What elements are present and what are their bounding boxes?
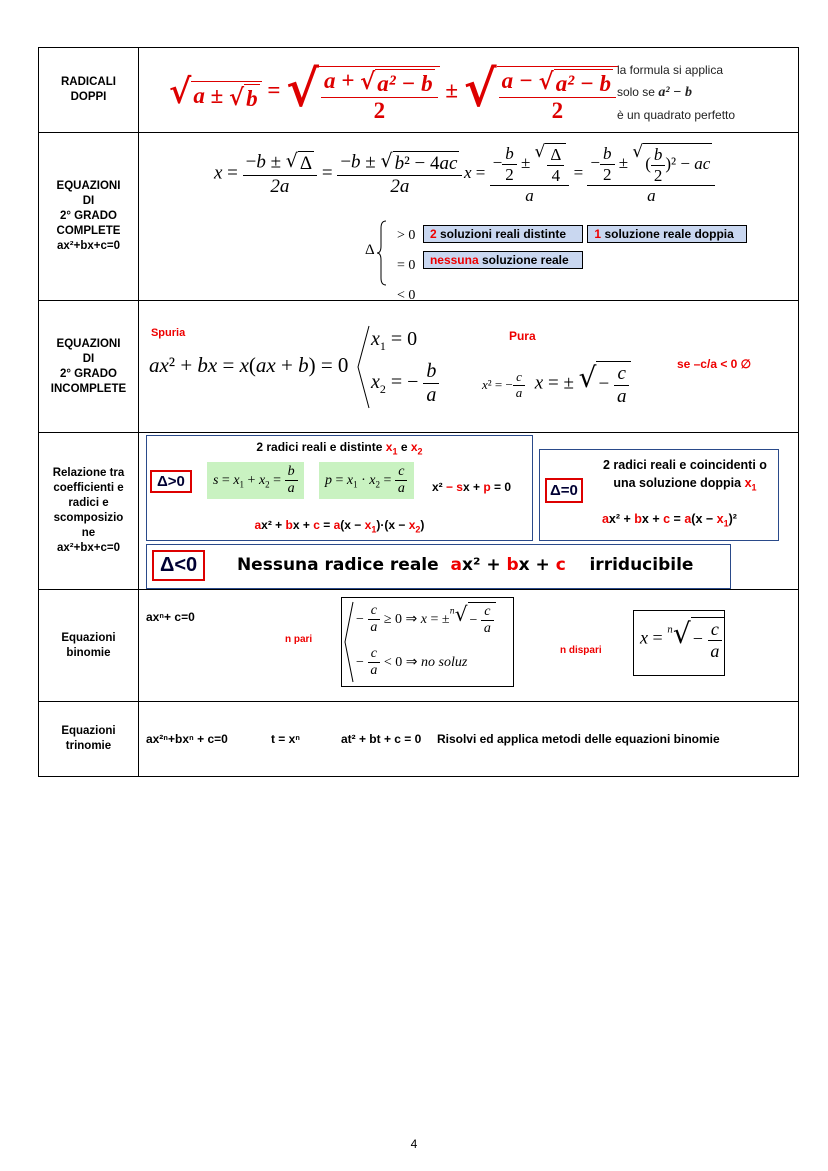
- coincidenti-title: 2 radici reali e coincidenti o una soluzione doppia $x_1$: [602, 458, 767, 493]
- row-relazione: [39, 433, 799, 590]
- delta-positive-badge: Δ>0: [150, 470, 192, 493]
- product-formula: $p = x_1 \cdot x_2$ = $\frac{c}{a}$: [319, 462, 414, 499]
- factorization-distinte: ax² + bx + $c = a(x - x_1)\cdot(x - x_2)$: [254, 518, 425, 535]
- sum-formula: $s = x_1 + x_2$ = $\frac{b}{a}$: [207, 462, 304, 499]
- trinomie-t-equation: at² + bt + c = 0: [340, 732, 422, 746]
- sol-none: nessuna soluzione reale: [423, 251, 583, 269]
- equazioni-complete-content: [138, 133, 798, 301]
- n-dispari-label: n dispari: [559, 645, 602, 656]
- sol-one-double: 1 soluzione reale doppia: [587, 225, 747, 243]
- row-binomie: [39, 590, 799, 702]
- pura-condition: se –c/a < 0 ∅: [676, 357, 752, 371]
- row-radicali-doppi: [39, 48, 799, 133]
- sol-two-distinct: 2 soluzioni reali distinte: [423, 225, 583, 243]
- pura-equation: x² = − $\frac{c}{a}$ x = ± √ − $\frac{c}{a}$: [482, 361, 632, 408]
- quadratic-formula: x = −b ± √ Δ 2a = −b ± √ b² − 4ac 2a: [214, 151, 462, 198]
- equazioni-incomplete-content: [138, 301, 798, 433]
- angle-bracket-icon: [356, 325, 370, 409]
- factorization-coincidenti: ax² + bx + $c = a(x - x_1)^2$: [601, 512, 737, 529]
- double-radical-formula: √ a ± √ b = √ a + √ a² − b 2 ± √ a − √ a² − b 2: [169, 60, 618, 124]
- trinomie-equation: ax²ⁿ+bxⁿ + c=0: [145, 732, 228, 746]
- row-equazioni-complete: [39, 133, 799, 301]
- label-equazioni-incomplete: EQUAZIONI DI 2° GRADO INCOMPLETE: [39, 301, 139, 433]
- n-dispari-box: x = $^n$√ − $\frac{c}{a}$: [633, 610, 725, 676]
- delta-cases: > 0 = 0 < 0: [396, 228, 416, 303]
- trinomie-instruction: Risolvi ed applica metodi delle equazioni binomie: [436, 732, 720, 746]
- label-trinomie: Equazioni trinomie: [39, 702, 139, 777]
- row-equazioni-incomplete: [39, 301, 799, 433]
- coincidenti-box: [539, 449, 779, 541]
- label-binomie: Equazioni binomie: [39, 590, 139, 702]
- delta-negative-badge: Δ<0: [152, 550, 205, 581]
- page-number: 4: [410, 1137, 418, 1151]
- relazione-content: [138, 433, 798, 590]
- solution-boxes: [423, 225, 798, 269]
- row-trinomie: [39, 702, 799, 777]
- delta-zero-badge: Δ=0: [545, 478, 583, 503]
- label-equazioni-complete: EQUAZIONI DI 2° GRADO COMPLETE ax²+bx+c=0: [39, 133, 139, 301]
- pura-label: Pura: [508, 329, 536, 343]
- n-pari-label: n pari: [284, 634, 313, 645]
- radicali-note: la formula si applica solo se a² − b è un quadrato perfetto: [616, 63, 736, 122]
- n-pari-box: − $\frac{c}{a}$ ≥ 0 ⇒ x = ± $^n$√ − $\frac{c}{a}$ − $\frac{c}{a}$ < 0 ⇒ no soluz: [341, 597, 514, 687]
- delta-brace: Δ: [365, 220, 399, 286]
- nessuna-text: Nessuna radice reale ax² + bx + c irriducibile: [236, 555, 694, 575]
- label-relazione: Relazione tra coefficienti e radici e scomposizio ne ax²+bx+c=0: [39, 433, 139, 590]
- spuria-equation: ax² + bx = x(ax + b) = 0: [148, 353, 349, 377]
- brace-icon: [377, 220, 387, 286]
- trinomie-content: [138, 702, 798, 777]
- binomie-content: [138, 590, 798, 702]
- label-radicali-doppi: RADICALI DOPPI: [39, 48, 139, 133]
- spuria-label: Spuria: [150, 327, 186, 339]
- binomie-equation: axⁿ+ c=0: [145, 610, 195, 624]
- angle-bracket-icon: [344, 601, 354, 683]
- distinte-box: [146, 435, 533, 541]
- nessuna-box: [146, 544, 731, 589]
- substitution: t = xⁿ: [270, 732, 301, 746]
- spuria-solutions: $x_1 = 0$ $x_2$ = − $\frac{b}{a}$: [371, 328, 439, 407]
- reduced-quadratic-formula: x = − $\frac{b}{2}$ ± √ $\frac{\Delta}{4}$ a = − $\frac{b}{2}$ ± √ ( $\frac{b}{2}$ )² − ac a: [464, 143, 715, 206]
- radicali-doppi-content: [138, 48, 798, 133]
- distinte-title: 2 radici reali e distinte $x_1$ e $x_2$: [256, 440, 423, 457]
- formula-table: [38, 47, 799, 777]
- sp-equation: x² − sx + p = 0: [431, 480, 512, 494]
